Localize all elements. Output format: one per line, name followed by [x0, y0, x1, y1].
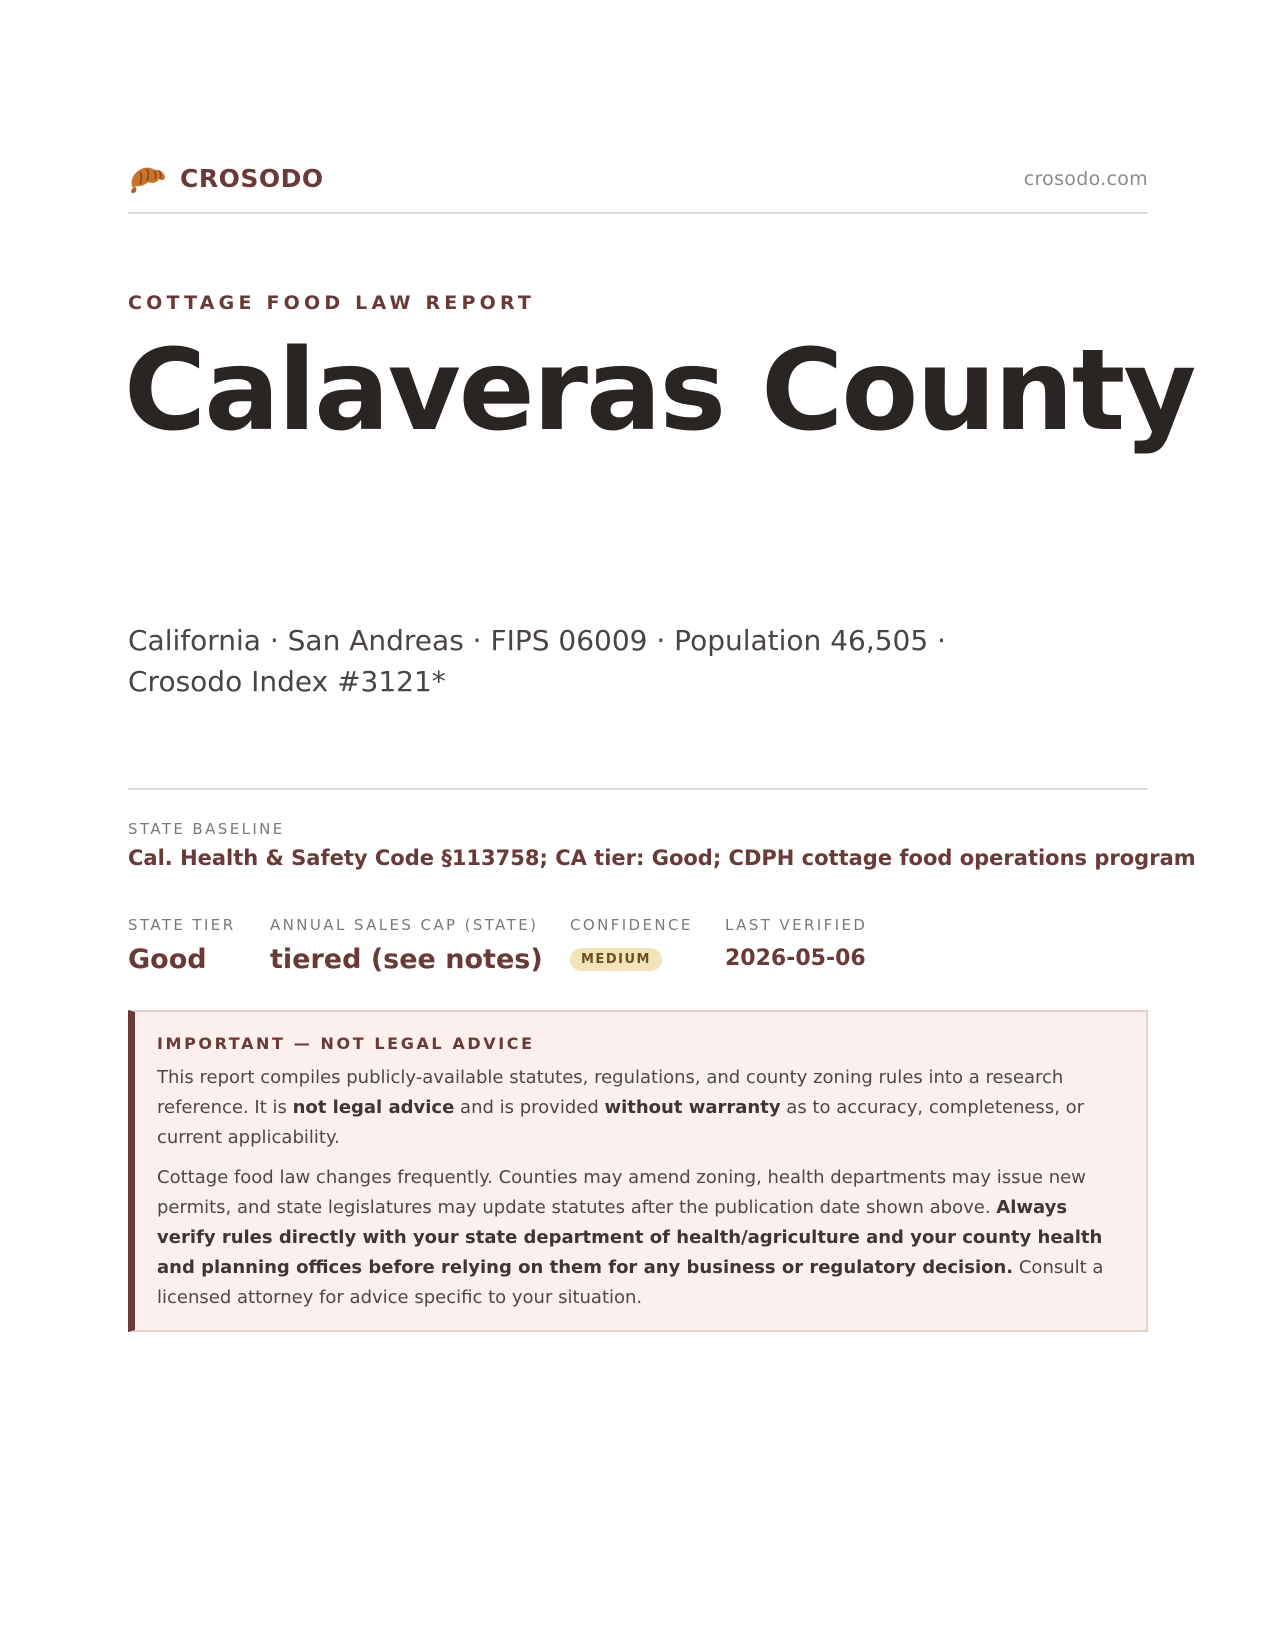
confidence-label: CONFIDENCE [570, 916, 693, 934]
notice-emphasis: not legal advice [292, 1097, 455, 1118]
notice-text: Cottage food law changes frequently. Counties may amend zoning, health departments may issue new permits, and state legislatures may update statutes after the publication date shown above. [157, 1167, 1086, 1218]
site-url[interactable]: crosodo.com [1023, 168, 1148, 190]
sales-cap-stat [270, 916, 543, 975]
notice-text: and is provided [454, 1097, 605, 1118]
last-verified-value: 2026-05-06 [725, 946, 866, 971]
brand-name: CROSODO [180, 163, 324, 193]
state-baseline-value: Cal. Health & Safety Code §113758; CA tier: Good; CDPH cottage food operations program [128, 846, 1196, 870]
last-verified-label: LAST VERIFIED [725, 916, 868, 934]
legal-notice-paragraph-1 [157, 1063, 1120, 1153]
section-divider [128, 788, 1148, 790]
county-meta-line-2: Crosodo Index #3121* [128, 665, 446, 698]
page-header [128, 156, 1148, 214]
sales-cap-label: ANNUAL SALES CAP (STATE) [270, 916, 539, 934]
county-meta-line-1: California · San Andreas · FIPS 06009 · Population 46,505 · [128, 624, 946, 657]
state-tier-label: STATE TIER [128, 916, 236, 934]
notice-emphasis: without warranty [604, 1097, 781, 1118]
confidence-badge: MEDIUM [570, 948, 662, 971]
state-tier-stat [128, 916, 236, 975]
county-meta [128, 620, 1028, 702]
notice-text: as to accuracy, completeness, or current applicability. [157, 1097, 1085, 1148]
legal-notice [128, 1010, 1148, 1332]
notice-text: This report compiles publicly-available statutes, regulations, and county zoning rules into a research reference. It is [157, 1067, 1064, 1118]
notice-emphasis: Always verify rules directly with your state department of health/agriculture and your county health and planning offices before relying on them for any business or regulatory decision. [157, 1197, 1103, 1278]
report-eyebrow: COTTAGE FOOD LAW REPORT [128, 292, 536, 314]
state-baseline-label: STATE BASELINE [128, 820, 285, 838]
page-title: Calaveras County [124, 326, 1195, 456]
state-tier-value: Good [128, 944, 207, 975]
notice-text: Consult a licensed attorney for advice specific to your situation. [157, 1257, 1104, 1308]
last-verified-stat [725, 916, 867, 971]
croissant-icon [128, 160, 168, 196]
legal-notice-title: IMPORTANT — NOT LEGAL ADVICE [157, 1034, 535, 1053]
legal-notice-paragraph-2 [157, 1163, 1120, 1313]
confidence-stat [570, 916, 693, 971]
brand[interactable] [128, 160, 324, 196]
sales-cap-value: tiered (see notes) [270, 944, 543, 975]
